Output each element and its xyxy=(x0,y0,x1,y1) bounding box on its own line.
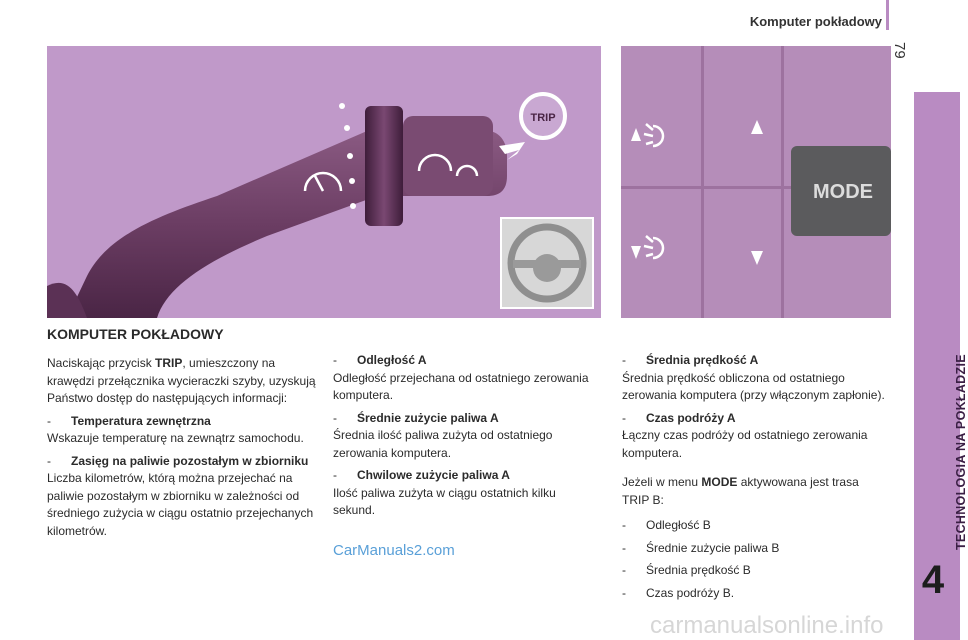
list-item: - Czas podróży B. xyxy=(622,585,735,600)
page-number: 79 xyxy=(891,42,908,59)
mode-paragraph: Jeżeli w menu MODE aktywowana jest trasa TRIP B: xyxy=(622,475,859,507)
mode-button-label: MODE xyxy=(813,181,873,203)
item-description: Średnia prędkość obliczona od ostatniego zerowania komputera (przy włączonym zapłonie). xyxy=(622,370,885,402)
text-column-1 xyxy=(47,355,317,540)
text-column-2 xyxy=(333,352,595,520)
list-item: - Odległość B xyxy=(622,518,711,532)
text-column-3 xyxy=(622,352,887,602)
section-title: KOMPUTER POKŁADOWY xyxy=(47,326,224,342)
item-description: Ilość paliwa zużyta w ciągu ostatnich kilku sekund. xyxy=(333,485,556,517)
item-description: Średnia ilość paliwa zużyta od ostatniego zerowania komputera. xyxy=(333,428,553,460)
list-item: - Średnie zużycie paliwa B xyxy=(622,540,780,555)
item-description: Liczba kilometrów, którą można przejechać na paliwie pozostałym w zbiorniku w zależności od średniego zużycia w ciągu ostatnio przejechanych kilometrów. xyxy=(47,471,314,538)
list-item: - Chwilowe zużycie paliwa A xyxy=(333,468,510,482)
trip-keyword: TRIP xyxy=(155,356,183,370)
watermark-carmanualsonline: carmanualsonline.info xyxy=(650,612,884,639)
item-description: Łączny czas podróży od ostatniego zerowania komputera. xyxy=(622,428,868,460)
chapter-number: 4 xyxy=(921,558,945,602)
list-item: - Zasięg na paliwie pozostałym w zbiorniku xyxy=(47,453,309,468)
list-item: - Średnie zużycie paliwa A xyxy=(333,410,499,425)
list-item: - Średnia prędkość A xyxy=(622,353,759,367)
chapter-title: TECHNOLOGIA NA POKŁADZIE xyxy=(954,354,968,550)
list-item: - Temperatura zewnętrzna xyxy=(47,413,211,428)
header-accent-bar xyxy=(886,0,889,30)
mode-keyword: MODE xyxy=(701,475,738,489)
trip-badge-label: TRIP xyxy=(530,112,556,124)
list-item: - Średnia prędkość B xyxy=(622,563,751,577)
list-item: - Czas podróży A xyxy=(622,410,736,425)
intro-paragraph: Naciskając przycisk TRIP, umieszczony na krawędzi przełącznika wycieraczki szyby, uzyskują Państwo dostęp do następujących informacji: xyxy=(47,356,316,405)
watermark-carmanuals2[interactable]: CarManuals2.com xyxy=(333,542,455,559)
list-item: - Odległość A xyxy=(333,353,427,367)
item-description: Wskazuje temperaturę na zewnątrz samochodu. xyxy=(47,431,304,445)
mode-button-illustration xyxy=(621,46,891,318)
wiper-stalk-illustration xyxy=(47,46,601,318)
item-description: Odległość przejechana od ostatniego zerowania komputera. xyxy=(333,370,589,402)
running-header: Komputer pokładowy xyxy=(749,14,882,29)
